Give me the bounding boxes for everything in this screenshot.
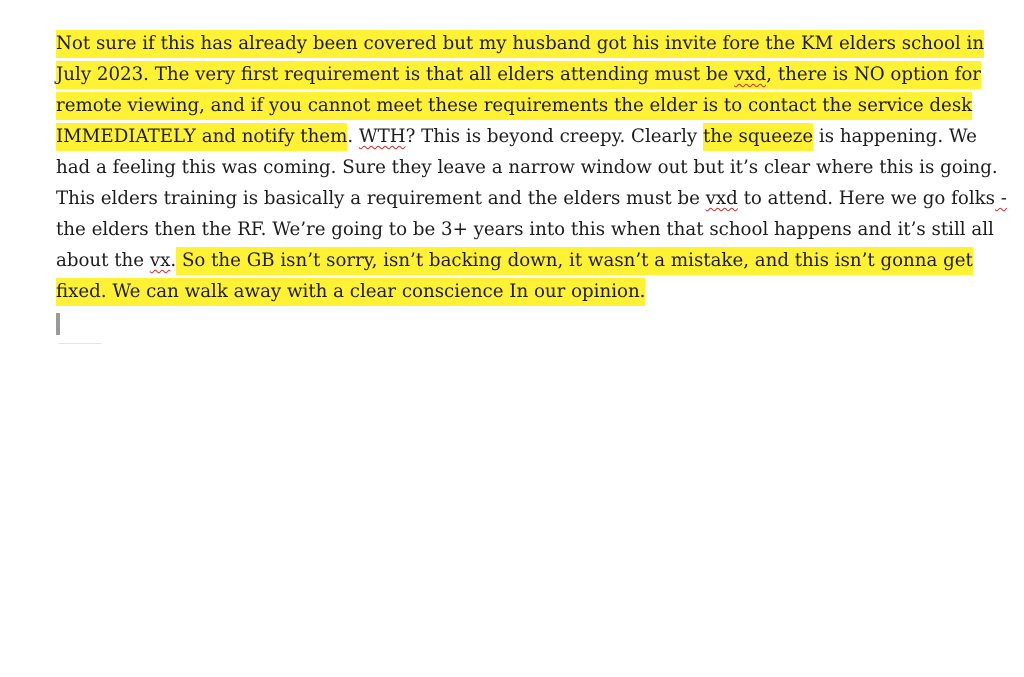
text-cursor (56, 313, 60, 335)
text-line (56, 59, 996, 90)
text-line (56, 183, 1007, 214)
text-run: ? This is beyond creepy. Clearly (405, 126, 703, 147)
highlighted-text: So the GB isn’t sorry, isn’t backing down, it wasn’t a mistake, and this isn’t gonna get (176, 247, 973, 275)
text-line (56, 28, 996, 59)
highlighted-text: the squeeze (703, 123, 813, 151)
text-run: is happening. We (813, 126, 977, 147)
document-body[interactable] (56, 28, 1007, 307)
text-line (56, 90, 996, 121)
highlighted-text: IMMEDIATELY and notify them (56, 123, 347, 151)
text-run: to attend. Here we go folks (737, 188, 995, 209)
misspelled-word: WTH (358, 126, 406, 147)
text-run: This elders training is basically a requirement and the elders must be (56, 188, 706, 209)
highlighted-text: Not sure if this has already been covered but my husband got his invite fore the KM elders school in (56, 30, 984, 58)
text-line (56, 214, 996, 245)
misspelled-word: vxd (734, 61, 766, 89)
highlighted-text: , there is NO option for (766, 61, 981, 89)
highlighted-text: fixed. We can walk away with a clear conscience In our opinion. (56, 278, 645, 306)
text-run: had a feeling this was coming. Sure they leave a narrow window out but it’s clear where this is going. (56, 157, 998, 178)
text-line (56, 245, 996, 276)
text-run: the elders then the RF. We’re going to be 3+ years into this when that school happens and it’s still all (56, 219, 994, 240)
text-line (56, 121, 996, 152)
page-artifact (58, 343, 102, 344)
misspelled-word: - (995, 188, 1007, 209)
text-line (56, 276, 996, 307)
misspelled-word: vxd (705, 188, 738, 209)
text-run: . (170, 250, 177, 271)
highlighted-text: July 2023. The very first requirement is that all elders attending must be (56, 61, 734, 89)
text-run: about the (56, 250, 150, 271)
text-line (56, 152, 996, 183)
highlighted-text: remote viewing, and if you cannot meet these requirements the elder is to contact the service desk (56, 92, 972, 120)
misspelled-word: vx (149, 250, 171, 271)
text-run: . (347, 126, 359, 147)
